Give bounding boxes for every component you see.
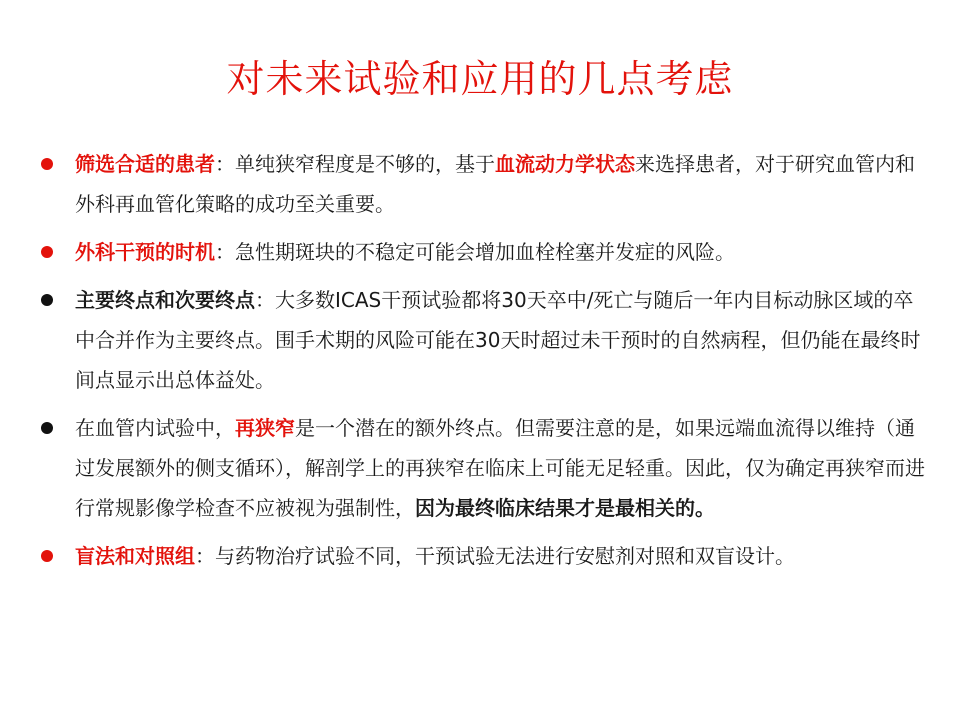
bullet-item-blinding <box>40 536 930 576</box>
item-text: ：急性期斑块的不稳定可能会增加血栓栓塞并发症的风险。 <box>215 240 735 264</box>
item-label: 盲法和对照组 <box>75 544 195 568</box>
item-text: 来选择患者，对于研究血管内和外科再血管化策略的成功至关重要。 <box>75 152 915 216</box>
black-bullet-icon <box>41 422 53 434</box>
black-bullet-icon <box>41 294 53 306</box>
bullet-item-endpoints <box>40 280 930 400</box>
red-bullet-icon <box>41 550 53 562</box>
item-label: 主要终点和次要终点 <box>75 288 255 312</box>
bullet-item-surgery-timing <box>40 232 930 272</box>
red-bullet-icon <box>41 246 53 258</box>
item-emphasis: 因为最终临床结果才是最相关的。 <box>415 496 715 520</box>
item-text: 是一个潜在的额外终点。但需要注意的是，如果远端血流得以维持（通过发展额外的侧支循环），解剖学上的再狭窄在临床上可能无足轻重。因此，仅为确定再狭窄而进行常规影像学检查不应被视为强制性， <box>75 416 925 520</box>
item-text: ：与药物治疗试验不同，干预试验无法进行安慰剂对照和双盲设计。 <box>195 544 795 568</box>
item-text: 在血管内试验中， <box>75 416 235 440</box>
bullet-item-patient-selection <box>40 144 930 224</box>
item-text: ：单纯狭窄程度是不够的，基于 <box>215 152 495 176</box>
red-bullet-icon <box>41 158 53 170</box>
item-highlight: 血流动力学状态 <box>495 152 635 176</box>
slide-title: 对未来试验和应用的几点考虑 <box>226 57 734 101</box>
item-highlight: 再狭窄 <box>235 416 295 440</box>
bullet-item-restenosis <box>40 408 930 528</box>
item-label: 外科干预的时机 <box>75 240 215 264</box>
item-text: ：大多数ICAS干预试验都将30天卒中/死亡与随后一年内目标动脉区域的卒中合并作为主要终点。围手术期的风险可能在30天时超过未干预时的自然病程，但仍能在最终时间点显示出总体益处。 <box>75 288 921 392</box>
item-label: 筛选合适的患者 <box>75 152 215 176</box>
bullet-list <box>40 144 930 584</box>
